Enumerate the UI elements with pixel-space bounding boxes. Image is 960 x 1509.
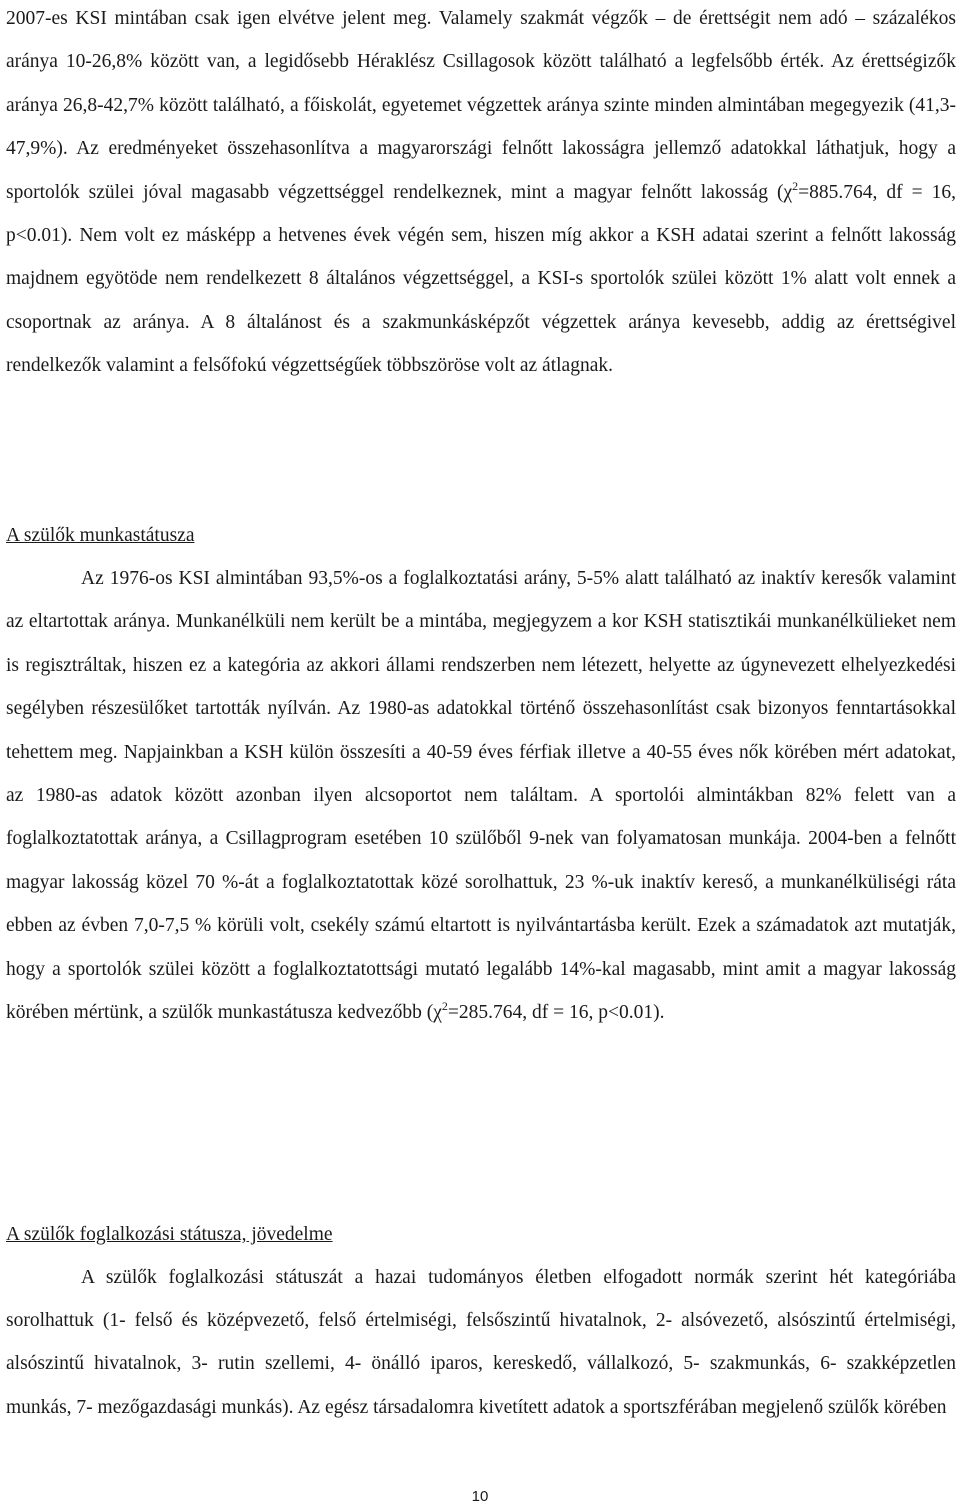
paragraph-text: 2007-es KSI mintában csak igen elvétve jelent meg. Valamely szakmát végzők – de érettségit nem adó – százalékos aránya 10-26,8% között van, a legidősebb Héraklész Csillagosok között található a legfelsőbb érték. Az érettségizők aránya 26,8-42,7% között található, a főiskolát, egyetemet végzettek aránya szinte minden almintában megegyezik (41,3-47,9%). Az eredményeket összehasonlítva a magyarországi felnőtt lakosságra jellemző adatokkal láthatjuk, hogy a sportolók szülei jóval magasabb végzettséggel rendelkeznek, mint a magyar felnőtt lakosság (χ bbox=[6, 8, 956, 203]
paragraph-text: =285.764, df = 16, p<0.01). bbox=[447, 1002, 665, 1024]
paragraph-occupational-status: A szülők foglalkozási státuszát a hazai tudományos életben elfogadott normák szerint hét kategóriába sorolhattuk (1- felső és középvezető, felső értelmiségi, felsőszintű hivatalnok, 2- alsóvezető, alsószintű értelmiségi, alsószintű hivatalnok, 3- rutin szellemi, 4- önálló iparos, kereskedő, vállalkozó, 5- szakmunkás, 6- szakképzetlen munkás, 7- mezőgazdasági munkás). Az egész társadalomra kivetített adatok a sportszférában megjelenő szülők körében bbox=[6, 1267, 956, 1418]
chi-square-superscript: 2 bbox=[441, 999, 448, 1014]
paragraph-employment-status bbox=[6, 557, 956, 1034]
paragraph-parent-education bbox=[6, 0, 956, 388]
page-number: 10 bbox=[471, 1488, 489, 1505]
paragraph-text: =885.764, df = 16, p<0.01). Nem volt ez másképp a hetvenes évek végén sem, hiszen míg akkor a KSH adatai szerint a felnőtt lakosság majdnem egyötöde nem rendelkezett 8 általános végzettséggel, a KSI-s sportolók szülei között 1% alatt volt ennek a csoportnak az aránya. A 8 általánost és a szakmunkásképzőt végzettek aránya kevesebb, addig az érettségivel rendelkezők valamint a felsőfokú végzettségűek többszöröse volt az átlagnak. bbox=[6, 181, 956, 377]
paragraph-text: Az 1976-os KSI almintában 93,5%-os a foglalkoztatási arány, 5-5% alatt található az inaktív keresők valamint az eltartottak aránya. Munkanélküli nem került be a mintába, megjegyzem a kor KSH statisztikái munkanélkülieket nem is regisztráltak, hiszen ez a kategória az akkori állami rendszerben nem létezett, helyette az úgynevezett elhelyezkedési segélyben részesülőket tartották nyílván. Az 1980-as adatokkal történő összehasonlítást csak bizonyos fenntartásokkal tehettem meg. Napjainkban a KSH külön összesíti a 40-59 éves férfiak illetve a 40-55 éves nők körében mért adatokat, az 1980-as adatok között azonban ilyen alcsoportot nem találtam. A sportolói almintákban 82% felett van a foglalkoztatottak aránya, a Csillagprogram esetében 10 szülőből 9-nek van folyamatosan munkája. 2004-ben a felnőtt magyar lakosság közel 70 %-át a foglalkoztatottak közé sorolhattuk, 23 %-uk inaktív kereső, a munkanélküliségi ráta ebben az évben 7,0-7,5 % körüli volt, csekély számú eltartott is nyilvántartásba került. Ezek a számadatok azt mutatják, hogy a sportolók szülei között a foglalkoztatottsági mutató legalább 14%-kal magasabb, mint amit a magyar lakosság körében mértünk, a szülők munkastátusza kedvezőbb (χ bbox=[6, 568, 956, 1024]
chi-square-superscript: 2 bbox=[792, 178, 799, 193]
section-heading-employment-status: A szülők munkastátusza bbox=[6, 525, 195, 546]
section-heading-occupational-status: A szülők foglalkozási státusza, jövedelme bbox=[6, 1224, 333, 1245]
